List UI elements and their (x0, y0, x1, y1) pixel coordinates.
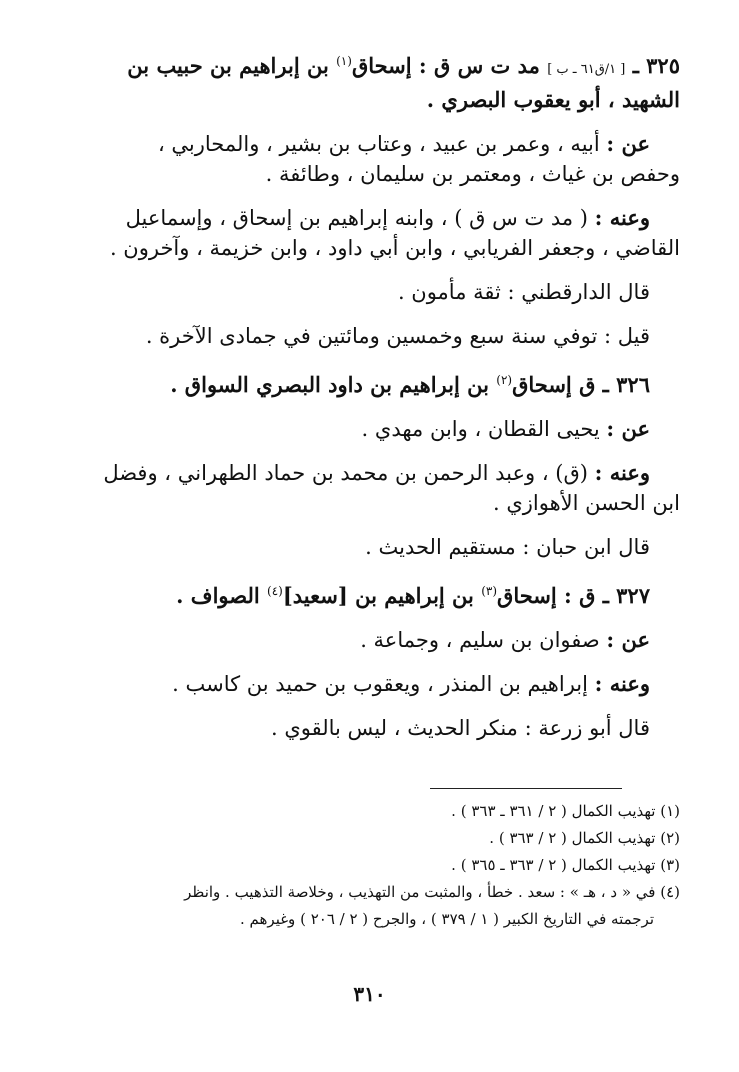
entry-325-an (60, 129, 680, 189)
an-text: يحيى القطان ، وابن مهدي . (361, 417, 600, 441)
an-text: أبيه ، وعمر بن عبيد ، وعتاب بن بشير ، والمحاربي ، (157, 132, 600, 156)
an-text: صفوان بن سليم ، وجماعة . (360, 628, 600, 652)
wa-text: إبراهيم بن المنذر ، ويعقوب بن حميد بن كاسب . (172, 672, 588, 696)
footnote-divider (430, 788, 622, 789)
entry-325-heading-line2: الشهيد ، أبو يعقوب البصري . (426, 87, 680, 112)
an-label: عن : (606, 131, 650, 156)
qala-line: قال الدارقطني : ثقة مأمون . (397, 280, 650, 304)
entry-title-end: الصواف . (176, 583, 260, 608)
qila-line: قيل : توفي سنة سبع وخمسين ومائتين في جمادى الآخرة . (145, 324, 650, 348)
entry-326-heading (60, 365, 680, 400)
entry-325 (60, 46, 680, 115)
entry-325-heading (60, 46, 680, 85)
footnote-4: (٤) في « د ، هـ » : سعد . خطأ ، والمثبت من التهذيب ، وخلاصة التذهيب . وانظر (184, 883, 680, 901)
qala-line: قال أبو زرعة : منكر الحديث ، ليس بالقوي . (270, 716, 650, 740)
footnote-marker: (١) (336, 54, 352, 68)
footnote-2: (٢) تهذيب الكمال ( ٢ / ٣٦٣ ) . (489, 829, 680, 847)
page-body (60, 46, 680, 757)
an-label: عن : (606, 627, 650, 652)
entry-title-cont: بن إبراهيم بن داود البصري السواق . (170, 372, 489, 397)
footnote-marker: (٢) (496, 373, 513, 387)
entry-327-heading (60, 576, 680, 611)
page-number: ٣١٠ (353, 982, 386, 1006)
an-label: عن : (606, 416, 650, 441)
footnote-4-cont: ترجمته في التاريخ الكبير ( ١ / ٣٧٩ ) ، والجرح ( ٢ / ٢٠٦ ) وغيرهم . (239, 910, 654, 928)
wa-label: وعنه : (594, 460, 650, 485)
manuscript-ref: [ ١/ق٦١ ـ ب ] (547, 62, 626, 77)
entry-327 (60, 576, 680, 611)
entry-326 (60, 365, 680, 400)
wa-label: وعنه : (594, 205, 650, 230)
entry-title: ٣٢٧ ـ ق : إسحاق (497, 583, 650, 608)
footnotes (60, 798, 680, 933)
wa-label: وعنه : (594, 671, 650, 696)
entry-title-cont: بن إبراهيم بن حبيب بن (127, 53, 329, 78)
entry-title: مد ت س ق : إسحاق (351, 53, 540, 78)
wa-text: ( مد ت س ق ) ، وابنه إبراهيم بن إسحاق ، وإسماعيل (125, 206, 588, 230)
qala-line: قال ابن حبان : مستقيم الحديث . (365, 535, 650, 559)
entry-326-wa (60, 458, 680, 518)
entry-325-wa (60, 203, 680, 263)
wa-text-line2: القاضي ، وجعفر الفريابي ، وابن أبي داود ، وابن خزيمة ، وآخرون . (109, 236, 680, 260)
wa-text-line2: ابن الحسن الأهوازي . (492, 491, 680, 515)
footnote-1: (١) تهذيب الكمال ( ٢ / ٣٦١ ـ ٣٦٣ ) . (451, 802, 680, 820)
footnote-marker: (٤) (267, 584, 283, 598)
an-text-line2: وحفص بن غياث ، ومعتمر بن سليمان ، وطائفة . (265, 162, 680, 186)
wa-text: (ق) ، وعبد الرحمن بن محمد بن حماد الطهراني ، وفضل (103, 461, 588, 485)
footnote-3: (٣) تهذيب الكمال ( ٢ / ٣٦٣ ـ ٣٦٥ ) . (451, 856, 680, 874)
footnote-marker: (٣) (481, 584, 498, 598)
entry-title: ٣٢٦ ـ ق إسحاق (512, 372, 650, 397)
entry-number: ٣٢٥ ـ (632, 53, 680, 78)
entry-title-cont: بن إبراهيم بن [سعيد] (282, 583, 474, 608)
